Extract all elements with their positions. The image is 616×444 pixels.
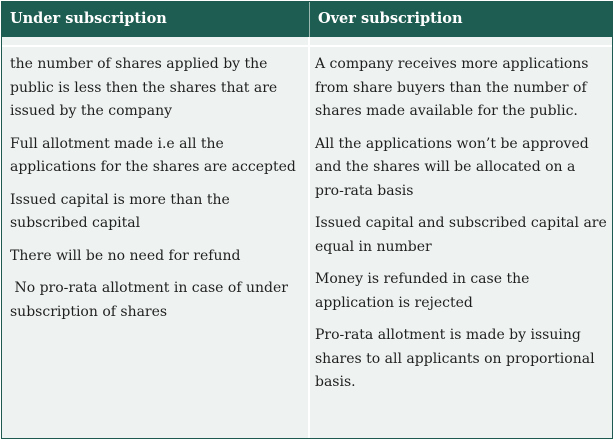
header-over-subscription: Over subscription: [309, 2, 612, 37]
under-subscription-point: the number of shares applied by the public is less then the shares that are issued by the company: [10, 56, 282, 119]
under-subscription-cell: [10, 53, 302, 333]
header-under-subscription: Under subscription: [10, 10, 167, 27]
under-subscription-point: Full allotment made i.e all the applications for the shares are accepted: [10, 135, 296, 175]
over-subscription-point: Money is refunded in case the application is rejected: [315, 271, 534, 311]
over-subscription-point: All the applications won’t be approved and the shares will be allocated on a pro-rata basis: [315, 135, 594, 199]
under-subscription-point: No pro-rata allotment in case of under subscription of shares: [10, 280, 293, 320]
under-subscription-point: Issued capital is more than the subscribed capital: [10, 191, 235, 231]
over-subscription-cell: [315, 53, 612, 404]
over-subscription-point: Pro-rata allotment is made by issuing shares to all applicants on proportional basis.: [315, 327, 599, 390]
over-subscription-point: A company receives more applications from share buyers than the number of shares made available for the public.: [315, 56, 593, 119]
comparison-table: [1, 1, 613, 439]
under-subscription-point: There will be no need for refund: [10, 247, 241, 264]
table-header-row: [2, 2, 612, 37]
over-subscription-point: Issued capital and subscribed capital are equal in number: [315, 215, 612, 255]
table-body-row: [2, 45, 612, 440]
